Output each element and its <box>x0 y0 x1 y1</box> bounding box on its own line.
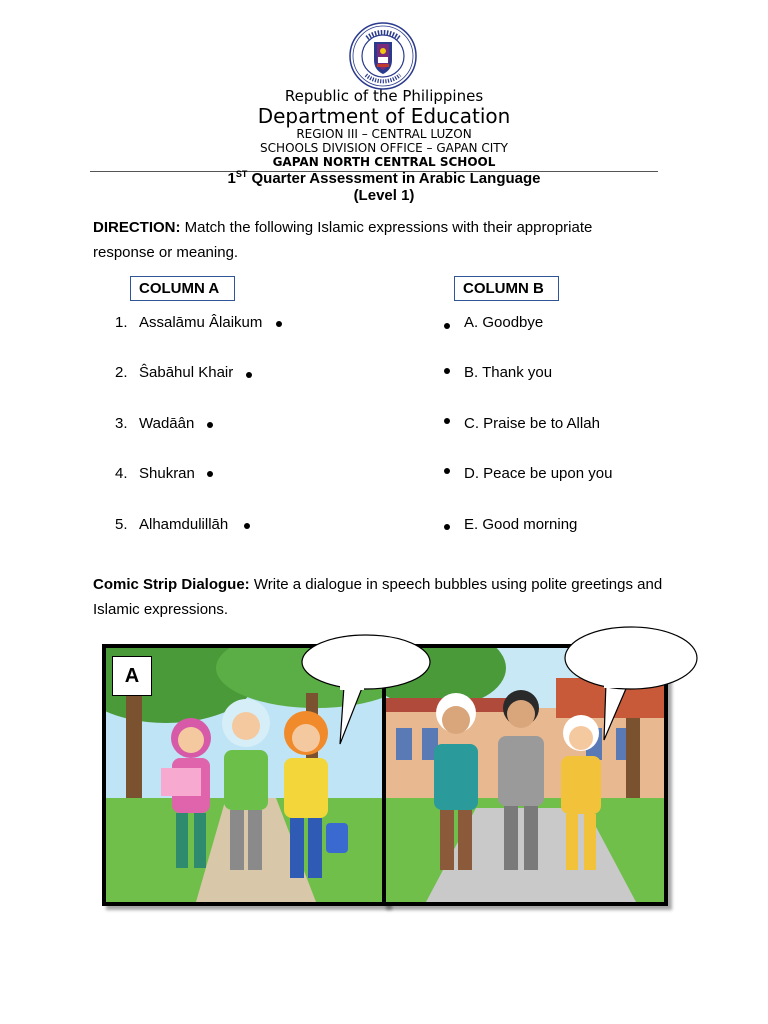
direction-text: Match the following Islamic expressions with their appropriate response or meaning. <box>93 219 593 261</box>
column-b-item: B. Thank you <box>464 364 553 381</box>
column-b-item: C. Praise be to Allah <box>464 415 600 432</box>
match-dot-a3[interactable] <box>207 422 213 428</box>
region-line: REGION III – CENTRAL LUZON <box>296 127 472 141</box>
department-line: Department of Education <box>257 104 511 128</box>
school-line: GAPAN NORTH CENTRAL SCHOOL <box>272 155 496 169</box>
match-dot-a5[interactable] <box>244 523 250 529</box>
assessment-title <box>0 169 768 187</box>
match-dot-b3[interactable] <box>444 418 450 424</box>
match-dot-a1[interactable] <box>276 321 282 327</box>
column-a-item: Wadāân <box>139 415 195 432</box>
column-a-item: Alhamdulillāh <box>139 516 229 533</box>
column-a-item: Shukran <box>139 465 195 482</box>
column-a-number: 2. <box>115 364 128 381</box>
column-b-item: D. Peace be upon you <box>464 465 613 482</box>
column-a-number: 1. <box>115 314 128 331</box>
match-dot-b1[interactable] <box>444 323 450 329</box>
column-a-item: Ŝabāhul Khair <box>139 364 234 381</box>
deped-seal-icon <box>347 22 419 90</box>
division-line: SCHOOLS DIVISION OFFICE – GAPAN CITY <box>260 141 508 155</box>
match-dot-a2[interactable] <box>246 372 252 378</box>
speech-bubble-a[interactable] <box>300 634 435 749</box>
title-number: 1 <box>227 170 236 187</box>
column-a-number: 4. <box>115 465 128 482</box>
title-text: Quarter Assessment in Arabic Language <box>247 170 541 187</box>
match-dot-b4[interactable] <box>444 468 450 474</box>
comic-label: Comic Strip Dialogue: <box>93 576 250 593</box>
match-dot-b5[interactable] <box>444 524 450 530</box>
level-line: (Level 1) <box>353 187 415 204</box>
column-b-item: E. Good morning <box>464 516 578 533</box>
column-a-item: Assalāmu Âlaikum <box>139 314 263 331</box>
direction-label: DIRECTION: <box>93 219 181 236</box>
column-a-header: COLUMN A <box>130 276 235 301</box>
column-b-header: COLUMN B <box>454 276 559 301</box>
country-line: Republic of the Philippines <box>284 87 484 105</box>
column-a-number: 5. <box>115 516 128 533</box>
match-dot-b2[interactable] <box>444 368 450 374</box>
panel-a-label: A <box>112 656 152 696</box>
direction-paragraph <box>93 215 633 265</box>
match-dot-a4[interactable] <box>207 471 213 477</box>
comic-text: Write a dialogue in speech bubbles using polite greetings and Islamic expressions. <box>93 576 663 618</box>
comic-paragraph <box>93 572 663 622</box>
speech-bubble-b[interactable] <box>560 626 700 744</box>
column-b-item: A. Goodbye <box>464 314 544 331</box>
column-a-number: 3. <box>115 415 128 432</box>
title-superscript: ST <box>235 169 248 179</box>
